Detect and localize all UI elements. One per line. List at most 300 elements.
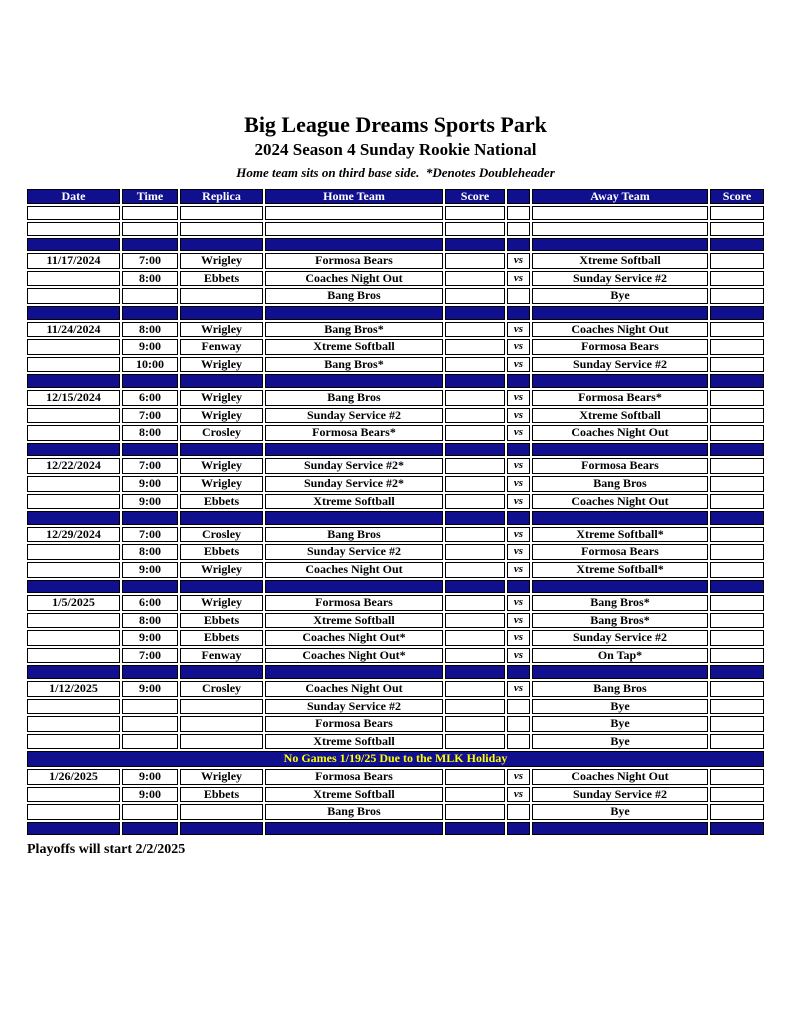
schedule-body xyxy=(27,206,764,835)
column-header-home-score: Score xyxy=(445,189,505,205)
away-score-cell xyxy=(710,562,764,578)
holiday-notice: No Games 1/19/25 Due to the MLK Holiday xyxy=(27,751,764,767)
away-team-cell: Bang Bros xyxy=(532,476,708,492)
home-team-cell: Formosa Bears* xyxy=(265,425,443,441)
away-team-cell: Xtreme Softball xyxy=(532,253,708,269)
separator-row xyxy=(27,665,764,679)
date-cell xyxy=(27,734,120,750)
home-score-cell xyxy=(445,580,505,594)
time-cell: 9:00 xyxy=(122,769,178,785)
home-score-cell xyxy=(445,443,505,457)
home-score-cell xyxy=(445,630,505,646)
playoffs-note: Playoffs will start 2/2/2025 xyxy=(27,842,186,858)
game-row xyxy=(27,527,764,543)
column-header-home-team: Home Team xyxy=(265,189,443,205)
home-team-cell: Xtreme Softball xyxy=(265,734,443,750)
date-cell xyxy=(27,822,120,836)
game-row xyxy=(27,339,764,355)
vs-cell xyxy=(507,443,530,457)
vs-cell xyxy=(507,580,530,594)
game-row xyxy=(27,494,764,510)
away-team-cell xyxy=(532,665,708,679)
home-score-cell xyxy=(445,374,505,388)
away-team-cell: Sunday Service #2 xyxy=(532,630,708,646)
away-score-cell xyxy=(710,476,764,492)
home-team-cell xyxy=(265,222,443,236)
replica-cell xyxy=(180,699,263,715)
away-team-cell: Bye xyxy=(532,804,708,820)
away-team-cell: Bang Bros xyxy=(532,681,708,697)
vs-cell: vs xyxy=(507,613,530,629)
vs-cell: vs xyxy=(507,562,530,578)
vs-cell: vs xyxy=(507,408,530,424)
home-score-cell xyxy=(445,306,505,320)
home-team-cell xyxy=(265,238,443,252)
home-team-cell: Xtreme Softball xyxy=(265,494,443,510)
away-score-cell xyxy=(710,716,764,732)
away-team-cell: Formosa Bears xyxy=(532,458,708,474)
time-cell xyxy=(122,222,178,236)
vs-cell: vs xyxy=(507,494,530,510)
time-cell xyxy=(122,288,178,304)
home-team-cell: Xtreme Softball xyxy=(265,787,443,803)
date-cell xyxy=(27,804,120,820)
away-team-cell: Sunday Service #2 xyxy=(532,787,708,803)
away-score-cell xyxy=(710,425,764,441)
away-team-cell xyxy=(532,580,708,594)
home-score-cell xyxy=(445,699,505,715)
vs-cell xyxy=(507,206,530,220)
away-team-cell xyxy=(532,238,708,252)
vs-cell: vs xyxy=(507,648,530,664)
home-score-cell xyxy=(445,681,505,697)
column-header-away-team: Away Team xyxy=(532,189,708,205)
replica-cell: Wrigley xyxy=(180,458,263,474)
replica-cell xyxy=(180,374,263,388)
time-cell: 6:00 xyxy=(122,595,178,611)
game-row xyxy=(27,630,764,646)
time-cell xyxy=(122,804,178,820)
game-row xyxy=(27,595,764,611)
date-cell xyxy=(27,716,120,732)
time-cell xyxy=(122,238,178,252)
game-row xyxy=(27,253,764,269)
away-score-cell xyxy=(710,665,764,679)
game-row xyxy=(27,390,764,406)
date-cell xyxy=(27,630,120,646)
replica-cell: Crosley xyxy=(180,425,263,441)
away-team-cell: Coaches Night Out xyxy=(532,322,708,338)
home-team-cell: Bang Bros xyxy=(265,390,443,406)
vs-cell xyxy=(507,734,530,750)
vs-cell xyxy=(507,288,530,304)
vs-cell xyxy=(507,238,530,252)
home-team-cell: Formosa Bears xyxy=(265,716,443,732)
time-cell: 9:00 xyxy=(122,787,178,803)
home-score-cell xyxy=(445,734,505,750)
away-team-cell: Bye xyxy=(532,734,708,750)
date-cell xyxy=(27,580,120,594)
away-score-cell xyxy=(710,238,764,252)
replica-cell: Wrigley xyxy=(180,562,263,578)
replica-cell xyxy=(180,804,263,820)
home-team-cell xyxy=(265,665,443,679)
vs-cell xyxy=(507,222,530,236)
vs-cell xyxy=(507,665,530,679)
date-cell xyxy=(27,206,120,220)
home-score-cell xyxy=(445,425,505,441)
replica-cell: Ebbets xyxy=(180,787,263,803)
time-cell: 9:00 xyxy=(122,681,178,697)
time-cell xyxy=(122,206,178,220)
empty-row xyxy=(27,222,764,236)
date-cell xyxy=(27,374,120,388)
game-row xyxy=(27,288,764,304)
time-cell: 8:00 xyxy=(122,544,178,560)
home-score-cell xyxy=(445,288,505,304)
replica-cell xyxy=(180,822,263,836)
away-score-cell xyxy=(710,804,764,820)
away-score-cell xyxy=(710,822,764,836)
date-cell xyxy=(27,425,120,441)
time-cell xyxy=(122,699,178,715)
time-cell: 8:00 xyxy=(122,613,178,629)
home-score-cell xyxy=(445,494,505,510)
game-row xyxy=(27,271,764,287)
date-cell xyxy=(27,222,120,236)
game-row xyxy=(27,458,764,474)
separator-row xyxy=(27,306,764,320)
home-team-cell: Coaches Night Out xyxy=(265,562,443,578)
away-score-cell xyxy=(710,630,764,646)
replica-cell: Wrigley xyxy=(180,476,263,492)
home-team-cell: Formosa Bears xyxy=(265,595,443,611)
home-team-cell: Bang Bros xyxy=(265,804,443,820)
away-score-cell xyxy=(710,787,764,803)
replica-cell xyxy=(180,222,263,236)
time-cell: 7:00 xyxy=(122,408,178,424)
away-team-cell: Sunday Service #2 xyxy=(532,271,708,287)
replica-cell: Fenway xyxy=(180,339,263,355)
away-team-cell xyxy=(532,206,708,220)
vs-cell: vs xyxy=(507,476,530,492)
home-score-cell xyxy=(445,665,505,679)
date-cell xyxy=(27,238,120,252)
away-score-cell xyxy=(710,306,764,320)
home-score-cell xyxy=(445,339,505,355)
replica-cell: Wrigley xyxy=(180,357,263,373)
date-cell: 1/26/2025 xyxy=(27,769,120,785)
away-score-cell xyxy=(710,357,764,373)
replica-cell: Ebbets xyxy=(180,630,263,646)
column-header-away-score: Score xyxy=(710,189,764,205)
replica-cell xyxy=(180,288,263,304)
replica-cell: Wrigley xyxy=(180,408,263,424)
vs-cell xyxy=(507,374,530,388)
home-team-cell: Sunday Service #2* xyxy=(265,458,443,474)
replica-cell: Ebbets xyxy=(180,544,263,560)
game-row xyxy=(27,681,764,697)
time-cell xyxy=(122,306,178,320)
replica-cell xyxy=(180,665,263,679)
home-team-cell: Coaches Night Out* xyxy=(265,648,443,664)
away-score-cell xyxy=(710,271,764,287)
home-score-cell xyxy=(445,253,505,269)
vs-cell xyxy=(507,804,530,820)
away-team-cell: Sunday Service #2 xyxy=(532,357,708,373)
time-cell: 7:00 xyxy=(122,648,178,664)
away-team-cell: Coaches Night Out xyxy=(532,425,708,441)
date-cell xyxy=(27,648,120,664)
date-cell: 1/5/2025 xyxy=(27,595,120,611)
separator-row xyxy=(27,374,764,388)
away-team-cell xyxy=(532,306,708,320)
date-cell xyxy=(27,443,120,457)
vs-cell: vs xyxy=(507,458,530,474)
time-cell xyxy=(122,665,178,679)
time-cell: 8:00 xyxy=(122,425,178,441)
game-row xyxy=(27,699,764,715)
home-score-cell xyxy=(445,648,505,664)
column-header-vs xyxy=(507,189,530,205)
away-score-cell xyxy=(710,288,764,304)
date-cell xyxy=(27,357,120,373)
replica-cell: Wrigley xyxy=(180,322,263,338)
away-team-cell xyxy=(532,222,708,236)
home-score-cell xyxy=(445,769,505,785)
replica-cell xyxy=(180,734,263,750)
away-team-cell: Bye xyxy=(532,716,708,732)
away-score-cell xyxy=(710,595,764,611)
time-cell xyxy=(122,511,178,525)
home-team-cell: Sunday Service #2* xyxy=(265,476,443,492)
vs-cell: vs xyxy=(507,544,530,560)
vs-cell: vs xyxy=(507,339,530,355)
home-score-cell xyxy=(445,271,505,287)
away-score-cell xyxy=(710,458,764,474)
game-row xyxy=(27,544,764,560)
vs-cell xyxy=(507,306,530,320)
home-team-cell: Sunday Service #2 xyxy=(265,544,443,560)
date-cell: 11/24/2024 xyxy=(27,322,120,338)
away-score-cell xyxy=(710,648,764,664)
away-team-cell: Xtreme Softball* xyxy=(532,527,708,543)
replica-cell xyxy=(180,511,263,525)
home-team-cell: Sunday Service #2 xyxy=(265,699,443,715)
home-score-cell xyxy=(445,595,505,611)
time-cell: 8:00 xyxy=(122,271,178,287)
page-subtitle: 2024 Season 4 Sunday Rookie National xyxy=(254,140,537,160)
game-row xyxy=(27,562,764,578)
home-team-cell: Coaches Night Out* xyxy=(265,630,443,646)
separator-row xyxy=(27,511,764,525)
away-team-cell: Bang Bros* xyxy=(532,613,708,629)
date-cell: 12/22/2024 xyxy=(27,458,120,474)
column-header-time: Time xyxy=(122,189,178,205)
away-score-cell xyxy=(710,511,764,525)
home-team-cell xyxy=(265,206,443,220)
replica-cell xyxy=(180,238,263,252)
vs-cell: vs xyxy=(507,253,530,269)
replica-cell xyxy=(180,206,263,220)
away-team-cell xyxy=(532,511,708,525)
game-row xyxy=(27,734,764,750)
date-cell xyxy=(27,562,120,578)
home-team-cell: Xtreme Softball xyxy=(265,339,443,355)
home-score-cell xyxy=(445,222,505,236)
home-team-cell: Bang Bros xyxy=(265,288,443,304)
separator-row xyxy=(27,580,764,594)
date-cell xyxy=(27,306,120,320)
home-team-cell: Bang Bros* xyxy=(265,322,443,338)
away-score-cell xyxy=(710,494,764,510)
time-cell xyxy=(122,716,178,732)
vs-cell xyxy=(507,716,530,732)
vs-cell: vs xyxy=(507,595,530,611)
date-cell: 12/15/2024 xyxy=(27,390,120,406)
date-cell xyxy=(27,288,120,304)
away-team-cell: Bye xyxy=(532,288,708,304)
home-team-cell xyxy=(265,580,443,594)
away-team-cell xyxy=(532,443,708,457)
notice-row xyxy=(27,751,764,767)
home-score-cell xyxy=(445,511,505,525)
replica-cell: Crosley xyxy=(180,681,263,697)
away-score-cell xyxy=(710,390,764,406)
game-row xyxy=(27,476,764,492)
home-score-cell xyxy=(445,476,505,492)
replica-cell: Ebbets xyxy=(180,271,263,287)
away-score-cell xyxy=(710,580,764,594)
away-team-cell: Formosa Bears xyxy=(532,339,708,355)
home-team-cell xyxy=(265,511,443,525)
away-score-cell xyxy=(710,374,764,388)
game-row xyxy=(27,408,764,424)
date-cell: 12/29/2024 xyxy=(27,527,120,543)
vs-cell: vs xyxy=(507,681,530,697)
date-cell xyxy=(27,665,120,679)
away-score-cell xyxy=(710,613,764,629)
time-cell xyxy=(122,443,178,457)
time-cell: 9:00 xyxy=(122,562,178,578)
replica-cell: Fenway xyxy=(180,648,263,664)
away-team-cell: Formosa Bears* xyxy=(532,390,708,406)
home-team-cell: Coaches Night Out xyxy=(265,271,443,287)
game-row xyxy=(27,357,764,373)
vs-cell: vs xyxy=(507,769,530,785)
away-score-cell xyxy=(710,734,764,750)
game-row xyxy=(27,322,764,338)
home-score-cell xyxy=(445,390,505,406)
home-score-cell xyxy=(445,804,505,820)
time-cell: 10:00 xyxy=(122,357,178,373)
date-cell xyxy=(27,787,120,803)
column-header-replica: Replica xyxy=(180,189,263,205)
replica-cell xyxy=(180,306,263,320)
home-score-cell xyxy=(445,206,505,220)
away-score-cell xyxy=(710,206,764,220)
away-team-cell: Coaches Night Out xyxy=(532,769,708,785)
home-score-cell xyxy=(445,787,505,803)
time-cell: 9:00 xyxy=(122,630,178,646)
column-header-date: Date xyxy=(27,189,120,205)
replica-cell: Wrigley xyxy=(180,769,263,785)
vs-cell: vs xyxy=(507,527,530,543)
game-row xyxy=(27,804,764,820)
date-cell xyxy=(27,511,120,525)
vs-cell: vs xyxy=(507,390,530,406)
home-score-cell xyxy=(445,357,505,373)
away-score-cell xyxy=(710,699,764,715)
game-row xyxy=(27,716,764,732)
game-row xyxy=(27,613,764,629)
time-cell: 9:00 xyxy=(122,494,178,510)
time-cell xyxy=(122,822,178,836)
replica-cell: Ebbets xyxy=(180,613,263,629)
home-score-cell xyxy=(445,822,505,836)
away-team-cell: Formosa Bears xyxy=(532,544,708,560)
game-row xyxy=(27,425,764,441)
home-team-cell: Sunday Service #2 xyxy=(265,408,443,424)
replica-cell: Wrigley xyxy=(180,253,263,269)
time-cell: 9:00 xyxy=(122,476,178,492)
away-team-cell: On Tap* xyxy=(532,648,708,664)
vs-cell: vs xyxy=(507,322,530,338)
home-team-cell: Formosa Bears xyxy=(265,253,443,269)
home-score-cell xyxy=(445,322,505,338)
separator-row xyxy=(27,238,764,252)
time-cell: 8:00 xyxy=(122,322,178,338)
away-score-cell xyxy=(710,443,764,457)
empty-row xyxy=(27,206,764,220)
replica-cell xyxy=(180,716,263,732)
time-cell: 6:00 xyxy=(122,390,178,406)
home-score-cell xyxy=(445,544,505,560)
home-score-cell xyxy=(445,562,505,578)
date-cell xyxy=(27,494,120,510)
game-row xyxy=(27,769,764,785)
replica-cell xyxy=(180,443,263,457)
time-cell: 9:00 xyxy=(122,339,178,355)
away-team-cell: Xtreme Softball* xyxy=(532,562,708,578)
vs-cell: vs xyxy=(507,630,530,646)
time-cell: 7:00 xyxy=(122,253,178,269)
date-cell: 1/12/2025 xyxy=(27,681,120,697)
game-row xyxy=(27,648,764,664)
away-score-cell xyxy=(710,544,764,560)
away-score-cell xyxy=(710,527,764,543)
game-row xyxy=(27,787,764,803)
replica-cell: Ebbets xyxy=(180,494,263,510)
time-cell: 7:00 xyxy=(122,458,178,474)
date-cell xyxy=(27,408,120,424)
vs-cell xyxy=(507,699,530,715)
replica-cell: Crosley xyxy=(180,527,263,543)
time-cell: 7:00 xyxy=(122,527,178,543)
home-team-cell: Bang Bros xyxy=(265,527,443,543)
time-cell xyxy=(122,580,178,594)
home-team-cell xyxy=(265,443,443,457)
vs-cell: vs xyxy=(507,425,530,441)
replica-cell: Wrigley xyxy=(180,595,263,611)
home-team-cell xyxy=(265,822,443,836)
date-cell xyxy=(27,271,120,287)
away-score-cell xyxy=(710,408,764,424)
away-team-cell: Xtreme Softball xyxy=(532,408,708,424)
schedule-table xyxy=(25,187,766,838)
home-team-cell: Formosa Bears xyxy=(265,769,443,785)
away-team-cell xyxy=(532,822,708,836)
